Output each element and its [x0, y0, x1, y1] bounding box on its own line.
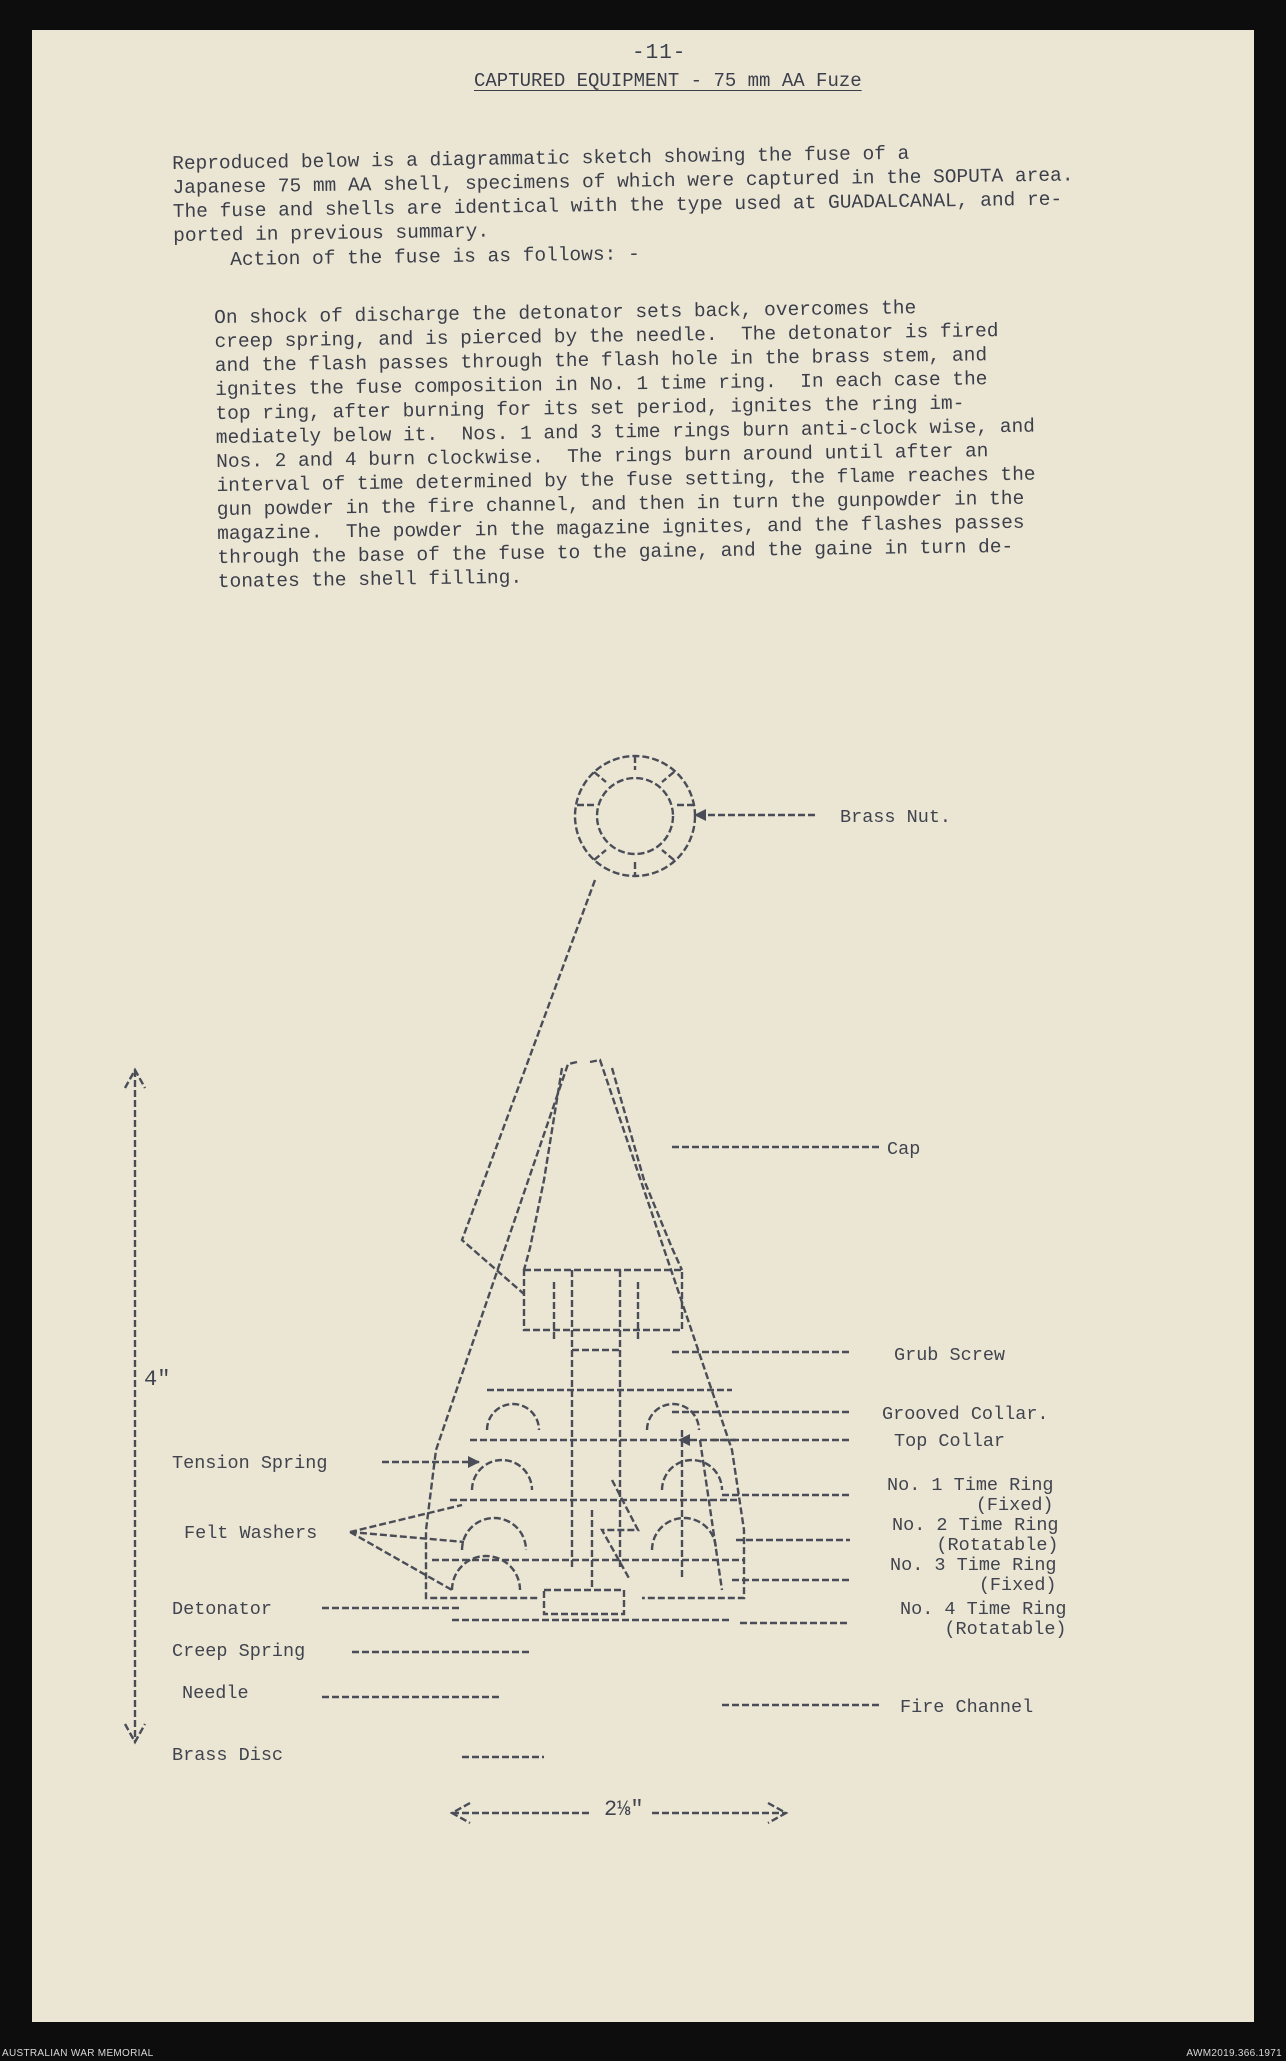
label-brass-disc: Brass Disc [172, 1745, 284, 1766]
label-needle: Needle [182, 1683, 249, 1704]
page-number: -11- [632, 42, 687, 65]
right-leader-lines [672, 815, 882, 1705]
intro-paragraph: Reproduced below is a diagrammatic sketch showing the fuse of a Japanese 75 mm AA shell, specimens of which were captured in the SOPUTA area. The fuse and shells are identical with the type used at GUADALCANAL, and re- ported in previous summary. [172, 142, 1074, 247]
footer-accession-number: AWM2019.366.1971 [1186, 2048, 1282, 2059]
fuse-outline-drawing [426, 1060, 744, 1620]
height-dimension-line [125, 1070, 145, 1742]
label-detonator: Detonator [172, 1599, 272, 1620]
fuse-diagram [32, 30, 1254, 2022]
label-grooved-collar: Grooved Collar. [882, 1404, 1049, 1425]
brass-nut-leader-line [462, 880, 595, 1294]
label-cap: Cap [887, 1139, 921, 1160]
footer-archive-name: AUSTRALIAN WAR MEMORIAL [2, 2048, 154, 2059]
fuse-action-paragraph: On shock of discharge the detonator sets back, overcomes the creep spring, and is pierced by the needle. The detonator is fired and the flash passes through the flash hole in the brass stem, and ignites the fuse composition in No. 1 time ring. In each case the top ring, after burning for its set period, ignites the ring im- mediately below it. Nos. 1 and 3 time rings burn anti-clock wise, and Nos. 2 and 4 burn clockwise. The rings burn around until after an interval of time determined by the fuse setting, the flame reaches the gun powder in the fire channel, and then in turn the gunpowder in the magazine. The powder in the magazine ignites, and the flashes passes through the base of the fuse to the gaine, and the gaine in turn de- tonates the shell filling. [214, 297, 1036, 593]
label-grub-screw: Grub Screw [894, 1345, 1006, 1366]
brass-nut-drawing [575, 756, 695, 876]
label-time-ring-4: No. 4 Time Ring (Rotatable) [900, 1599, 1067, 1640]
label-time-ring-1: No. 1 Time Ring (Fixed) [887, 1475, 1054, 1516]
leader-arrowheads [468, 809, 706, 1468]
label-width-dimension: 2⅛" [604, 1797, 644, 1822]
label-time-ring-3: No. 3 Time Ring (Fixed) [890, 1555, 1057, 1596]
label-brass-nut: Brass Nut. [840, 807, 952, 828]
label-fire-channel: Fire Channel [900, 1697, 1034, 1718]
label-time-ring-2: No. 2 Time Ring (Rotatable) [892, 1515, 1059, 1556]
label-top-collar: Top Collar [894, 1431, 1006, 1452]
label-felt-washers: Felt Washers [184, 1523, 318, 1544]
page-title: CAPTURED EQUIPMENT - 75 mm AA Fuze [474, 70, 862, 92]
label-height-dimension: 4" [144, 1367, 171, 1392]
document-page [32, 30, 1254, 2022]
label-creep-spring: Creep Spring [172, 1641, 306, 1662]
left-leader-lines [322, 1462, 544, 1757]
action-intro-line: Action of the fuse is as follows: - [230, 243, 640, 271]
label-tension-spring: Tension Spring [172, 1453, 328, 1474]
